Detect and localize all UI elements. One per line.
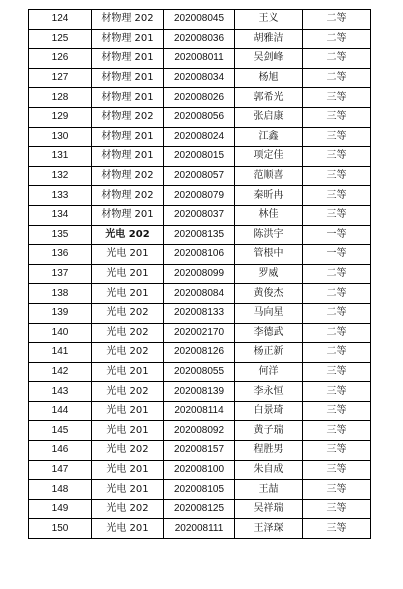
student-id-cell: 202008037 <box>164 205 235 225</box>
award-grade-cell: 三等 <box>303 107 371 127</box>
award-grade-cell: 三等 <box>303 88 371 108</box>
student-name-cell: 王泽琛 <box>235 519 303 539</box>
student-name-cell: 张启康 <box>235 107 303 127</box>
student-name-cell: 何洋 <box>235 362 303 382</box>
table-row <box>29 303 371 323</box>
student-id-cell: 202002170 <box>164 323 235 343</box>
table-row <box>29 245 371 265</box>
student-name-cell: 王喆 <box>235 480 303 500</box>
student-id-cell: 202008024 <box>164 127 235 147</box>
award-grade-cell: 三等 <box>303 519 371 539</box>
class-cell: 材物理 202 <box>92 186 164 206</box>
row-number-cell: 142 <box>29 362 92 382</box>
class-cell: 材物理 202 <box>92 10 164 30</box>
row-number-cell: 145 <box>29 421 92 441</box>
table-row <box>29 323 371 343</box>
row-number-cell: 147 <box>29 460 92 480</box>
student-name-cell: 郭希光 <box>235 88 303 108</box>
class-cell: 材物理 201 <box>92 49 164 69</box>
award-grade-cell: 三等 <box>303 186 371 206</box>
award-grade-cell: 一等 <box>303 225 371 245</box>
award-grade-cell: 二等 <box>303 303 371 323</box>
class-cell: 光电 201 <box>92 264 164 284</box>
row-number-cell: 126 <box>29 49 92 69</box>
row-number-cell: 129 <box>29 107 92 127</box>
student-name-cell: 王义 <box>235 10 303 30</box>
row-number-cell: 146 <box>29 441 92 461</box>
student-id-cell: 202008036 <box>164 29 235 49</box>
row-number-cell: 125 <box>29 29 92 49</box>
student-name-cell: 吴剑峰 <box>235 49 303 69</box>
award-grade-cell: 一等 <box>303 245 371 265</box>
row-number-cell: 132 <box>29 166 92 186</box>
student-name-cell: 吴祥瑞 <box>235 499 303 519</box>
award-grade-cell: 三等 <box>303 166 371 186</box>
row-number-cell: 130 <box>29 127 92 147</box>
student-id-cell: 202008015 <box>164 147 235 167</box>
table-row <box>29 441 371 461</box>
award-roster-table <box>28 9 371 539</box>
student-id-cell: 202008105 <box>164 480 235 500</box>
row-number-cell: 137 <box>29 264 92 284</box>
student-id-cell: 202008084 <box>164 284 235 304</box>
roster-body <box>29 10 371 539</box>
student-name-cell: 杨旭 <box>235 68 303 88</box>
table-row <box>29 49 371 69</box>
class-cell: 光电 202 <box>92 323 164 343</box>
class-cell: 光电 202 <box>92 303 164 323</box>
student-id-cell: 202008045 <box>164 10 235 30</box>
student-name-cell: 朱自成 <box>235 460 303 480</box>
award-grade-cell: 三等 <box>303 382 371 402</box>
table-row <box>29 107 371 127</box>
student-name-cell: 白景琦 <box>235 401 303 421</box>
row-number-cell: 134 <box>29 205 92 225</box>
award-grade-cell: 三等 <box>303 480 371 500</box>
row-number-cell: 139 <box>29 303 92 323</box>
class-cell: 光电 202 <box>92 382 164 402</box>
student-name-cell: 马向星 <box>235 303 303 323</box>
student-id-cell: 202008034 <box>164 68 235 88</box>
student-name-cell: 黄俊杰 <box>235 284 303 304</box>
table-row <box>29 480 371 500</box>
class-cell: 光电 201 <box>92 480 164 500</box>
class-cell: 光电 201 <box>92 460 164 480</box>
class-cell: 材物理 201 <box>92 127 164 147</box>
table-row <box>29 264 371 284</box>
table-row <box>29 519 371 539</box>
student-id-cell: 202008057 <box>164 166 235 186</box>
row-number-cell: 138 <box>29 284 92 304</box>
class-cell: 光电 201 <box>92 362 164 382</box>
table-row <box>29 88 371 108</box>
table-row <box>29 382 371 402</box>
award-grade-cell: 二等 <box>303 29 371 49</box>
student-name-cell: 陈洪宇 <box>235 225 303 245</box>
row-number-cell: 143 <box>29 382 92 402</box>
table-row <box>29 29 371 49</box>
row-number-cell: 135 <box>29 225 92 245</box>
table-row <box>29 10 371 30</box>
student-id-cell: 202008011 <box>164 49 235 69</box>
table-row <box>29 460 371 480</box>
award-grade-cell: 三等 <box>303 205 371 225</box>
class-cell: 材物理 201 <box>92 205 164 225</box>
table-row <box>29 362 371 382</box>
student-id-cell: 202008055 <box>164 362 235 382</box>
student-id-cell: 202008106 <box>164 245 235 265</box>
row-number-cell: 149 <box>29 499 92 519</box>
class-cell: 材物理 201 <box>92 29 164 49</box>
award-grade-cell: 三等 <box>303 460 371 480</box>
class-cell: 光电 201 <box>92 421 164 441</box>
award-grade-cell: 二等 <box>303 264 371 284</box>
student-id-cell: 202008135 <box>164 225 235 245</box>
award-grade-cell: 三等 <box>303 147 371 167</box>
student-id-cell: 202008100 <box>164 460 235 480</box>
student-name-cell: 李德武 <box>235 323 303 343</box>
student-name-cell: 胡雅洁 <box>235 29 303 49</box>
table-row <box>29 186 371 206</box>
table-row <box>29 343 371 363</box>
table-row <box>29 401 371 421</box>
student-id-cell: 202008092 <box>164 421 235 441</box>
class-cell: 光电 201 <box>92 519 164 539</box>
award-grade-cell: 三等 <box>303 441 371 461</box>
row-number-cell: 124 <box>29 10 92 30</box>
student-id-cell: 202008026 <box>164 88 235 108</box>
row-number-cell: 141 <box>29 343 92 363</box>
table-row <box>29 284 371 304</box>
student-id-cell: 202008099 <box>164 264 235 284</box>
row-number-cell: 144 <box>29 401 92 421</box>
student-name-cell: 项定佳 <box>235 147 303 167</box>
student-id-cell: 202008125 <box>164 499 235 519</box>
student-name-cell: 李永恒 <box>235 382 303 402</box>
award-grade-cell: 二等 <box>303 284 371 304</box>
student-name-cell: 江鑫 <box>235 127 303 147</box>
table-row <box>29 166 371 186</box>
table-row <box>29 147 371 167</box>
table-row <box>29 205 371 225</box>
award-grade-cell: 三等 <box>303 499 371 519</box>
student-id-cell: 202008139 <box>164 382 235 402</box>
table-row <box>29 68 371 88</box>
award-grade-cell: 二等 <box>303 10 371 30</box>
class-cell: 材物理 202 <box>92 107 164 127</box>
award-grade-cell: 二等 <box>303 68 371 88</box>
row-number-cell: 140 <box>29 323 92 343</box>
student-name-cell: 范顺喜 <box>235 166 303 186</box>
class-cell: 光电 202 <box>92 499 164 519</box>
row-number-cell: 148 <box>29 480 92 500</box>
award-grade-cell: 二等 <box>303 49 371 69</box>
row-number-cell: 128 <box>29 88 92 108</box>
class-cell: 光电 201 <box>92 401 164 421</box>
student-id-cell: 202008133 <box>164 303 235 323</box>
class-cell: 材物理 201 <box>92 88 164 108</box>
class-cell: 材物理 202 <box>92 166 164 186</box>
table-row <box>29 499 371 519</box>
award-grade-cell: 三等 <box>303 127 371 147</box>
student-id-cell: 202008079 <box>164 186 235 206</box>
award-grade-cell: 三等 <box>303 401 371 421</box>
row-number-cell: 127 <box>29 68 92 88</box>
table-row <box>29 421 371 441</box>
row-number-cell: 131 <box>29 147 92 167</box>
class-cell: 材物理 201 <box>92 68 164 88</box>
class-cell: 光电 201 <box>92 284 164 304</box>
student-name-cell: 管根中 <box>235 245 303 265</box>
class-cell: 光电 201 <box>92 245 164 265</box>
student-name-cell: 程胜男 <box>235 441 303 461</box>
student-id-cell: 202008056 <box>164 107 235 127</box>
row-number-cell: 150 <box>29 519 92 539</box>
student-name-cell: 杨正新 <box>235 343 303 363</box>
student-id-cell: 202008111 <box>164 519 235 539</box>
award-grade-cell: 三等 <box>303 421 371 441</box>
student-id-cell: 202008126 <box>164 343 235 363</box>
student-name-cell: 黄子瑞 <box>235 421 303 441</box>
class-cell: 光电 202 <box>92 441 164 461</box>
student-id-cell: 202008157 <box>164 441 235 461</box>
student-id-cell: 202008114 <box>164 401 235 421</box>
award-grade-cell: 二等 <box>303 343 371 363</box>
student-name-cell: 罗威 <box>235 264 303 284</box>
student-name-cell: 林佳 <box>235 205 303 225</box>
award-grade-cell: 二等 <box>303 323 371 343</box>
student-name-cell: 秦昕冉 <box>235 186 303 206</box>
class-cell: 光电 202 <box>92 225 164 245</box>
table-row <box>29 127 371 147</box>
row-number-cell: 136 <box>29 245 92 265</box>
table-row <box>29 225 371 245</box>
row-number-cell: 133 <box>29 186 92 206</box>
class-cell: 光电 202 <box>92 343 164 363</box>
class-cell: 材物理 201 <box>92 147 164 167</box>
award-grade-cell: 三等 <box>303 362 371 382</box>
